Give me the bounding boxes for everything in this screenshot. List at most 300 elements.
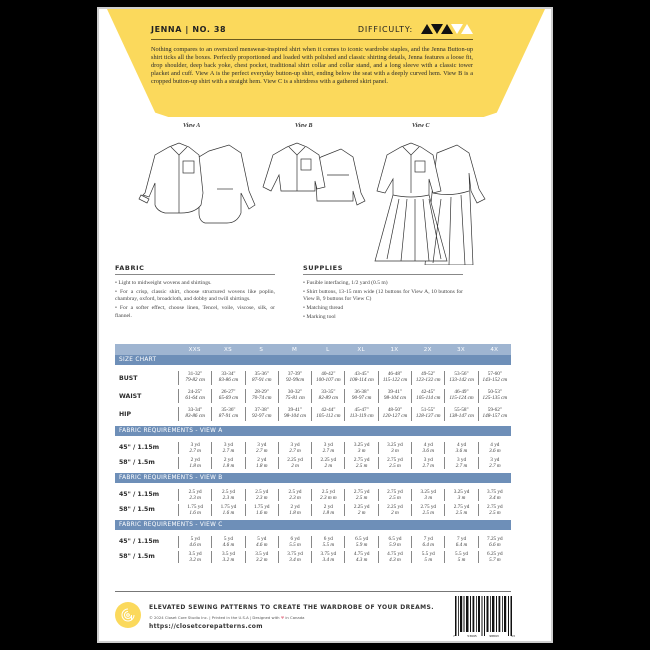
cell-metric: 4.3 m xyxy=(355,556,368,563)
supplies-item: • Fusible interfacing, 1/2 yard (0.5 m) xyxy=(303,280,388,286)
cell-metric: 2.7 m xyxy=(289,447,301,454)
table-cell xyxy=(378,389,411,403)
cell-imperial: 51-55" xyxy=(421,407,436,413)
cell-metric: 1.8 m xyxy=(255,462,268,469)
cell-imperial: 7 yd xyxy=(457,535,467,542)
table-cell xyxy=(478,457,511,469)
cell-metric: 2.7 m xyxy=(489,462,501,469)
cell-metric: 87-91 cm xyxy=(218,413,239,419)
pattern-back-cover xyxy=(97,7,553,643)
cell-metric: 108-114 cm xyxy=(349,377,374,383)
cell-metric: 83-86 cm xyxy=(185,413,205,419)
cell-metric: 4.6 m xyxy=(222,541,235,548)
fabric-req-view-c xyxy=(115,520,511,567)
cell-metric: 65-69 cm xyxy=(218,395,239,401)
table-cell xyxy=(344,457,377,469)
cell-imperial: 2.75 yd xyxy=(353,456,370,463)
cell-imperial: 2.75 yd xyxy=(487,503,503,510)
table-cell xyxy=(178,371,211,385)
cell-metric: 100-107 cm xyxy=(316,377,341,383)
shirtdress-icon xyxy=(371,133,501,265)
table-cell xyxy=(378,407,411,421)
cell-imperial: 3.25 yd xyxy=(453,488,470,495)
table-cell xyxy=(278,371,311,385)
barcode-digit: 98893 xyxy=(489,634,499,638)
cell-metric: 2 m xyxy=(291,462,299,469)
cell-imperial: 49-52" xyxy=(421,371,436,377)
supplies-list xyxy=(303,280,463,322)
cell-metric: 2.7 m xyxy=(455,462,468,469)
table-cell xyxy=(311,504,344,516)
cell-metric: 92-97 cm xyxy=(252,413,272,419)
size-chart xyxy=(115,355,511,426)
cell-imperial: 3.75 yd xyxy=(487,488,503,495)
table-cell xyxy=(211,536,244,548)
table-cell xyxy=(444,389,477,403)
cell-metric: 79-82 cm xyxy=(185,377,205,383)
cell-imperial: 2.25 yd xyxy=(287,456,303,463)
table-row xyxy=(115,487,511,502)
cell-metric: 115-122 cm xyxy=(382,377,408,383)
cell-imperial: 2 yd xyxy=(223,456,233,463)
cell-metric: 1.8 m xyxy=(189,462,201,469)
cell-metric: 83-86 cm xyxy=(218,377,239,383)
cell-imperial: 4.75 yd xyxy=(387,550,403,557)
table-cell xyxy=(478,551,511,563)
cell-imperial: 6 yd xyxy=(323,535,333,542)
cell-imperial: 3 yd xyxy=(290,441,300,448)
table-cell xyxy=(344,504,377,516)
table-cell xyxy=(311,489,344,501)
cell-imperial: 7.25 yd xyxy=(487,535,503,542)
size-col-header: 2X xyxy=(423,346,432,353)
cell-imperial: 31-32" xyxy=(188,371,203,377)
table-cell xyxy=(311,371,344,385)
cell-imperial: 3 yd xyxy=(190,441,200,448)
cell-metric: 90-97 cm xyxy=(351,395,372,401)
cell-metric: 2.5 m xyxy=(355,494,368,501)
table-cell xyxy=(344,536,377,548)
table-cell xyxy=(378,489,411,501)
row-label: 45" / 1.15m xyxy=(119,538,160,545)
header xyxy=(151,24,473,86)
table-cell xyxy=(178,489,211,501)
cell-metric: 75-81 cm xyxy=(285,395,305,401)
view-c-label: View C xyxy=(412,123,430,129)
cell-metric: 123-132 cm xyxy=(415,377,441,383)
cell-metric: 6.4 m xyxy=(422,541,434,548)
cell-metric: 2.7 m xyxy=(189,447,201,454)
cell-metric: 1.8 m xyxy=(289,509,301,516)
cell-metric: 4.6 m xyxy=(189,541,201,548)
table-cell xyxy=(211,371,244,385)
barcode-digit: 53 xyxy=(511,634,515,638)
cell-imperial: 2 yd xyxy=(290,503,300,510)
table-row xyxy=(115,534,511,549)
size-col-header: S xyxy=(259,346,264,353)
cell-imperial: 5 yd xyxy=(190,535,200,542)
cell-imperial: 35-36" xyxy=(221,407,236,413)
cell-imperial: 50-53" xyxy=(487,389,502,395)
cell-imperial: 39-41" xyxy=(287,407,303,413)
cell-imperial: 3.25 yd xyxy=(353,441,370,448)
cell-metric: 138-147 cm xyxy=(449,413,474,419)
cell-metric: 2.3 m xyxy=(222,494,235,501)
cell-imperial: 3.5 yd xyxy=(221,550,235,557)
table-cell xyxy=(211,389,244,403)
table-cell xyxy=(444,407,477,421)
row-label: WAIST xyxy=(119,392,142,400)
cell-imperial: 57-60" xyxy=(487,371,502,377)
table-cell xyxy=(178,536,211,548)
cell-metric: 2.7 m xyxy=(422,462,434,469)
cell-imperial: 2.25 yd xyxy=(320,456,337,463)
table-cell xyxy=(178,442,211,454)
cell-metric: 82-89 cm xyxy=(318,395,339,401)
size-col-header: XL xyxy=(357,346,365,353)
table-cell xyxy=(444,442,477,454)
table-cell xyxy=(211,407,244,421)
cell-metric: 2.3 m m xyxy=(320,494,337,501)
cell-imperial: 48-50" xyxy=(387,407,403,413)
table-cell xyxy=(344,489,377,501)
table-cell xyxy=(211,457,244,469)
table-row xyxy=(115,549,511,564)
cell-imperial: 3.5 yd xyxy=(188,550,202,557)
table-cell xyxy=(478,504,511,516)
table-cell xyxy=(344,551,377,563)
fabric-heading: FABRIC xyxy=(115,264,275,275)
table-cell xyxy=(478,442,511,454)
supplies-item: • Marking tool xyxy=(303,314,336,321)
table-cell xyxy=(278,407,311,421)
table-cell xyxy=(178,457,211,469)
table-cell xyxy=(411,407,444,421)
table-cell xyxy=(278,504,311,516)
table-cell xyxy=(378,457,411,469)
cell-imperial: 6.5 yd xyxy=(388,535,402,542)
cell-imperial: 3 yd xyxy=(323,441,333,448)
table-cell xyxy=(378,371,411,385)
cell-imperial: 42-45" xyxy=(421,389,436,395)
cell-metric: 5 m xyxy=(457,556,466,563)
cell-imperial: 7 yd xyxy=(423,535,433,542)
table-cell xyxy=(478,389,511,403)
cell-metric: 6.6 m xyxy=(489,541,501,548)
size-col-header: XXS xyxy=(188,346,201,353)
cell-metric: 3.6 m xyxy=(489,447,501,454)
table-row xyxy=(115,455,511,470)
cell-imperial: 40-42" xyxy=(321,371,336,377)
cell-metric: 1.6 m xyxy=(189,509,201,516)
cell-imperial: 46-49" xyxy=(454,389,469,395)
cell-imperial: 4 yd xyxy=(490,441,500,448)
cell-imperial: 2 yd xyxy=(257,456,267,463)
cell-metric: 3 m xyxy=(391,447,399,454)
cell-imperial: 2.5 yd xyxy=(288,488,302,495)
table-cell xyxy=(444,536,477,548)
table-cell xyxy=(378,442,411,454)
table-cell xyxy=(478,407,511,421)
cell-metric: 5.9 m xyxy=(389,541,401,548)
cell-metric: 148-157 cm xyxy=(482,413,508,419)
view-b-label: View B xyxy=(295,123,313,129)
cell-imperial: 24-25" xyxy=(188,389,203,395)
table-cell xyxy=(178,551,211,563)
cell-imperial: 3 yd xyxy=(223,441,233,448)
cell-metric: 5.9 m xyxy=(355,541,368,548)
cell-metric: 2.5 m xyxy=(455,509,468,516)
cell-metric: 105-114 cm xyxy=(416,395,441,401)
cell-imperial: 53-56" xyxy=(454,371,469,377)
cell-metric: 113-119 cm xyxy=(349,413,374,419)
table-cell xyxy=(378,551,411,563)
table-cell xyxy=(478,371,511,385)
table-cell xyxy=(211,442,244,454)
cell-imperial: 3.25 yd xyxy=(420,488,437,495)
cell-imperial: 3 yd xyxy=(257,441,267,448)
cell-metric: 3.2 m xyxy=(222,556,235,563)
cell-imperial: 2.75 yd xyxy=(420,503,437,510)
cell-metric: 92-99cm xyxy=(285,377,305,383)
table-cell xyxy=(311,407,344,421)
cell-metric: 2.5 m xyxy=(389,462,401,469)
cell-imperial: 2.75 yd xyxy=(453,503,470,510)
supplies-heading: SUPPLIES xyxy=(303,264,463,275)
cell-imperial: 4.75 yd xyxy=(353,550,370,557)
table-cell xyxy=(245,551,278,563)
table-cell xyxy=(178,389,211,403)
fabric-section xyxy=(115,264,275,322)
table-cell xyxy=(245,442,278,454)
table-cell xyxy=(344,389,377,403)
cell-metric: 128-137 cm xyxy=(415,413,441,419)
cell-metric: 2.5 m xyxy=(422,509,434,516)
table-cell xyxy=(411,371,444,385)
cell-imperial: 2 yd xyxy=(190,456,200,463)
barcode-digit: 53695 xyxy=(467,634,477,638)
cell-imperial: 3.75 yd xyxy=(287,550,303,557)
table-cell xyxy=(278,389,311,403)
size-header-row xyxy=(115,344,511,355)
size-col-header: 3X xyxy=(457,346,466,353)
table-cell xyxy=(444,457,477,469)
barcode-digits xyxy=(453,634,515,638)
table-cell xyxy=(245,536,278,548)
footer-divider xyxy=(115,591,511,592)
table-cell xyxy=(311,442,344,454)
cell-metric: 5 m xyxy=(424,556,433,563)
cell-imperial: 2 yd xyxy=(323,503,333,510)
cell-imperial: 42-44" xyxy=(321,407,336,413)
table-row xyxy=(115,369,511,387)
cell-imperial: 1.75 yd xyxy=(187,503,203,510)
size-col-header: L xyxy=(326,346,330,353)
cell-imperial: 2.75 yd xyxy=(387,488,403,495)
cell-metric: 3.6 m xyxy=(422,447,434,454)
cell-imperial: 2.75 yd xyxy=(387,456,403,463)
cell-metric: 70-74 cm xyxy=(252,395,272,401)
view-a-label: View A xyxy=(183,123,201,129)
cell-imperial: 2.5 yd xyxy=(321,488,335,495)
cell-imperial: 2.25 yd xyxy=(353,503,370,510)
cell-imperial: 3.5 yd xyxy=(255,550,269,557)
cell-metric: 120-127 cm xyxy=(382,413,408,419)
cell-imperial: 36-38" xyxy=(354,389,369,395)
supplies-item: • Shirt buttons, 13-15 mm wide (12 buttons for View A, 10 buttons for View B, 9 buttons for View C) xyxy=(303,288,463,303)
heart-icon: ♥ xyxy=(280,615,285,620)
cell-imperial: 30-32" xyxy=(287,389,303,395)
size-chart-heading: SIZE CHART xyxy=(115,355,511,365)
cell-imperial: 4 yd xyxy=(457,441,467,448)
difficulty-triangle-empty-icon xyxy=(461,24,473,34)
cell-imperial: 3.25 yd xyxy=(387,441,403,448)
table-cell xyxy=(344,407,377,421)
table-cell xyxy=(478,489,511,501)
table-cell xyxy=(444,371,477,385)
website-link[interactable]: https://closetcorepatterns.com xyxy=(149,623,263,630)
table-cell xyxy=(211,504,244,516)
table-cell xyxy=(378,504,411,516)
barcode-icon xyxy=(453,594,515,638)
table-cell xyxy=(245,457,278,469)
cell-imperial: 5 yd xyxy=(223,535,233,542)
row-label: 45" / 1.15m xyxy=(119,444,160,451)
table-cell xyxy=(378,536,411,548)
cell-imperial: 5.5 yd xyxy=(455,550,469,557)
cell-metric: 125-135 cm xyxy=(482,395,508,401)
cell-metric: 2.3 m xyxy=(255,494,268,501)
cell-metric: 1.6 m xyxy=(255,509,268,516)
cell-imperial: 2.75 yd xyxy=(353,488,370,495)
supplies-item: • Matching thread xyxy=(303,305,344,312)
table-cell xyxy=(478,536,511,548)
size-col-header: 4X xyxy=(490,346,499,353)
table-cell xyxy=(444,489,477,501)
cell-metric: 5.5 m xyxy=(322,541,335,548)
table-cell xyxy=(311,389,344,403)
fabric-item: • For a softer effect, choose linen, Tencel, voile, viscose, silk, or flannel. xyxy=(115,305,275,319)
table-cell xyxy=(278,536,311,548)
cell-metric: 61-64 cm xyxy=(185,395,205,401)
cell-imperial: 39-41" xyxy=(387,389,403,395)
table-cell xyxy=(278,442,311,454)
cell-imperial: 55-58" xyxy=(454,407,469,413)
table-cell xyxy=(311,536,344,548)
cell-imperial: 5 yd xyxy=(257,535,267,542)
barcode-digit: 7 xyxy=(453,634,455,638)
size-col-header: 1X xyxy=(390,346,399,353)
cell-imperial: 43-45" xyxy=(354,371,369,377)
fabric-list xyxy=(115,280,275,320)
cell-imperial: 6.5 yd xyxy=(355,535,369,542)
cell-metric: 2.3 m xyxy=(189,494,201,501)
table-cell xyxy=(245,407,278,421)
cell-metric: 3.2 m xyxy=(189,556,201,563)
cell-imperial: 2.5 yd xyxy=(188,488,202,495)
cell-imperial: 1.75 yd xyxy=(253,503,270,510)
cell-metric: 1.8 m xyxy=(222,462,235,469)
cell-imperial: 3 yd xyxy=(457,456,467,463)
table-cell xyxy=(444,504,477,516)
cell-metric: 5.5 m xyxy=(289,541,301,548)
size-col-header: XS xyxy=(223,346,232,353)
cell-metric: 3 m xyxy=(357,447,366,454)
copyright-location: in Canada xyxy=(285,615,305,620)
cell-metric: 2.5 m xyxy=(355,462,368,469)
fabric-req-heading: FABRIC REQUIREMENTS - VIEW B xyxy=(115,473,511,483)
cell-metric: 98-104 cm xyxy=(284,413,307,419)
cell-imperial: 6.25 yd xyxy=(487,550,503,557)
difficulty-rating xyxy=(358,24,473,34)
fabric-req-heading: FABRIC REQUIREMENTS - VIEW C xyxy=(115,520,511,530)
table-cell xyxy=(411,489,444,501)
table-row xyxy=(115,502,511,517)
cell-metric: 3.4 m xyxy=(322,556,335,563)
cell-metric: 2.7 m xyxy=(255,447,268,454)
cell-imperial: 33-34" xyxy=(188,407,203,413)
fabric-item: • Light to midweight wovens and shirtings. xyxy=(115,280,212,286)
cell-metric: 3.4 m xyxy=(289,556,301,563)
table-row xyxy=(115,387,511,405)
table-cell xyxy=(344,371,377,385)
row-label: 58" / 1.5m xyxy=(119,506,155,513)
row-label: BUST xyxy=(119,374,138,382)
table-cell xyxy=(245,489,278,501)
cell-imperial: 2.5 yd xyxy=(255,488,269,495)
shirt-cropped-icon xyxy=(257,135,377,215)
cell-imperial: 35-36" xyxy=(254,371,269,377)
table-cell xyxy=(245,389,278,403)
brand-tagline: ELEVATED SEWING PATTERNS TO CREATE THE WARDROBE OF YOUR DREAMS. xyxy=(149,604,434,611)
cell-metric: 2.7 m xyxy=(322,447,335,454)
row-label: 58" / 1.5m xyxy=(119,553,155,560)
cell-imperial: 37-38" xyxy=(254,407,269,413)
cell-metric: 87-91 cm xyxy=(252,377,272,383)
table-cell xyxy=(278,457,311,469)
fabric-item: • For a crisp, classic shirt, choose structured wovens like poplin, chambray, oxford, broadcloth, and dobby and twill shirtings. xyxy=(115,288,275,303)
cell-imperial: 37-39" xyxy=(287,371,303,377)
pattern-description: Nothing compares to an oversized menswear-inspired shirt when it comes to iconic wardrobe staples, and the Jenna Button-up shirt ticks all the boxes. Perfectly proportioned and loaded with polished and classic shirting details, Jenna features a loose fit, drop shoulder, deep back yoke, chest pocket, traditional shirt collar and collar stand, and a long sleeve with a classic tower placket and cuff. View A is the perfect everyday button-up shirt, ending below the seat with a deeply curved hem. View B is a cropped button-up shirt with a straight hem. View C is a shirtdress with a gathered skirt panel. xyxy=(151,46,473,86)
cell-imperial: 3 yd xyxy=(490,456,500,463)
cell-imperial: 3.75 yd xyxy=(320,550,337,557)
cell-metric: 3 m xyxy=(457,494,466,501)
cell-imperial: 2.5 yd xyxy=(221,488,235,495)
cell-metric: 2.5 m xyxy=(389,494,401,501)
footer xyxy=(111,598,541,638)
size-col-header: M xyxy=(291,346,298,353)
cell-imperial: 4 yd xyxy=(423,441,433,448)
table-cell xyxy=(411,504,444,516)
table-cell xyxy=(211,551,244,563)
cell-imperial: 45-47" xyxy=(354,407,369,413)
size-and-fabric-tables xyxy=(115,344,511,567)
cell-metric: 1.6 m xyxy=(222,509,235,516)
cell-metric: 2 m xyxy=(357,509,366,516)
cell-imperial: 33-34" xyxy=(221,371,236,377)
cell-metric: 3.2 m xyxy=(255,556,268,563)
table-cell xyxy=(311,457,344,469)
difficulty-label: DIFFICULTY: xyxy=(357,24,413,34)
cell-metric: 143-152 cm xyxy=(482,377,508,383)
table-cell xyxy=(411,536,444,548)
cell-imperial: 59-62" xyxy=(487,407,502,413)
table-cell xyxy=(411,442,444,454)
cell-metric: 3.4 m xyxy=(489,494,501,501)
shirt-long-icon xyxy=(137,133,257,233)
fabric-req-view-b xyxy=(115,473,511,520)
cell-metric: 4.3 m xyxy=(389,556,401,563)
